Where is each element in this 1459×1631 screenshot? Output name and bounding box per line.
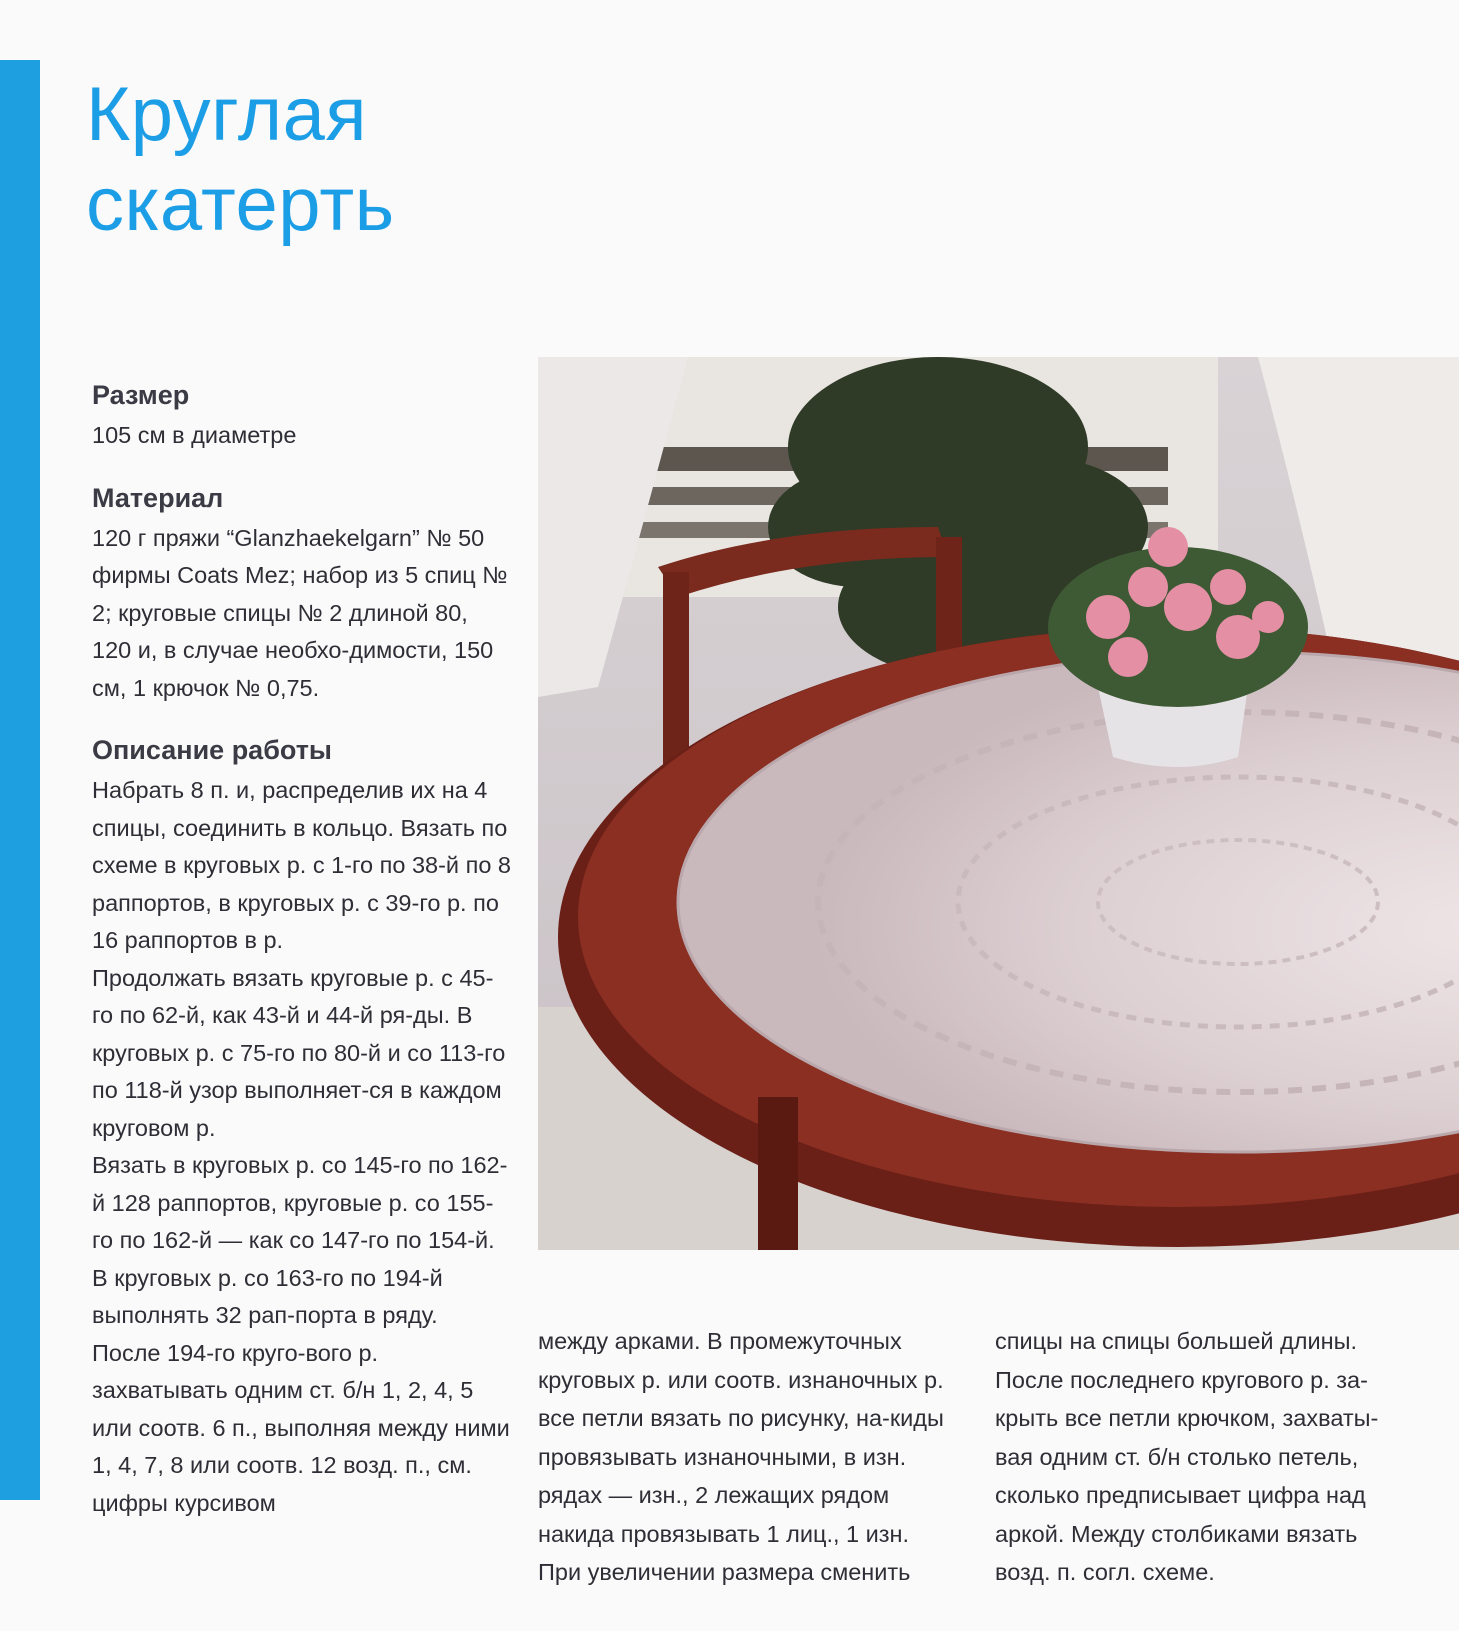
text-column-2 xyxy=(538,1322,958,1592)
material-heading: Материал xyxy=(92,482,224,513)
size-heading: Размер xyxy=(92,380,190,410)
side-color-band xyxy=(0,60,40,1500)
material-section xyxy=(92,483,512,708)
left-column xyxy=(92,380,512,1550)
tablecloth-illustration xyxy=(538,357,1459,1250)
description-paragraph: Набрать 8 п. и, распределив их на 4 спицы, соединить в кольцо. Вязать по схеме в круговых р. с 1-го по 38-й по 8 раппортов, в круговых р. с 39-го р. по 16 раппортов в р. xyxy=(92,777,511,953)
text-column-3 xyxy=(995,1322,1415,1592)
size-section xyxy=(92,380,512,455)
description-section xyxy=(92,735,512,1522)
tablecloth-photo xyxy=(538,357,1459,1250)
size-text: 105 см в диаметре xyxy=(92,422,297,448)
column-2-text: между арками. В промежуточных круговых р. или соотв. изнаночных р. все петли вязать по рисунку, на-киды провязывать изнаночными, в изн. рядах — изн., 2 лежащих рядом накида провязывать 1 лиц., 1 изн. При увеличении размера сменить xyxy=(538,1328,944,1585)
page-title xyxy=(86,70,395,250)
description-paragraph: Продолжать вязать круговые р. с 45-го по 62-й, как 43-й и 44-й ря-ды. В круговых р. с 75-го по 80-й и со 113-го по 118-й узор выполняет-ся в каждом круговом р. xyxy=(92,964,506,1141)
title-line-1: Круглая xyxy=(86,72,368,157)
title-line-2: скатерть xyxy=(86,162,395,247)
column-3-text: спицы на спицы большей длины. После последнего кругового р. за-крыть все петли крючком, захваты-вая одним ст. б/н столько петель, сколько предписывает цифра над аркой. Между столбиками вязать возд. п. согл. схеме. xyxy=(995,1328,1379,1585)
material-text: 120 г пряжи “Glanzhaekelgarn” № 50 фирмы Coats Mez; набор из 5 спиц № 2; круговые спицы № 2 длиной 80, 120 и, в случае необхо-димости, 150 см, 1 крючок № 0,75. xyxy=(92,524,508,701)
description-heading: Описание работы xyxy=(92,735,332,765)
description-paragraph: Вязать в круговых р. со 145-го по 162-й 128 раппортов, круговые р. со 155-го по 162-й — как со 147-го по 154-й. В круговых р. со 163-го по 194-й выполнять 32 рап-порта в ряду. После 194-го круго-вого р. захватывать одним ст. б/н 1, 2, 4, 5 или соотв. 6 п., выполняя между ними 1, 4, 7, 8 или соотв. 12 возд. п., см. цифры курсивом xyxy=(92,1152,510,1516)
